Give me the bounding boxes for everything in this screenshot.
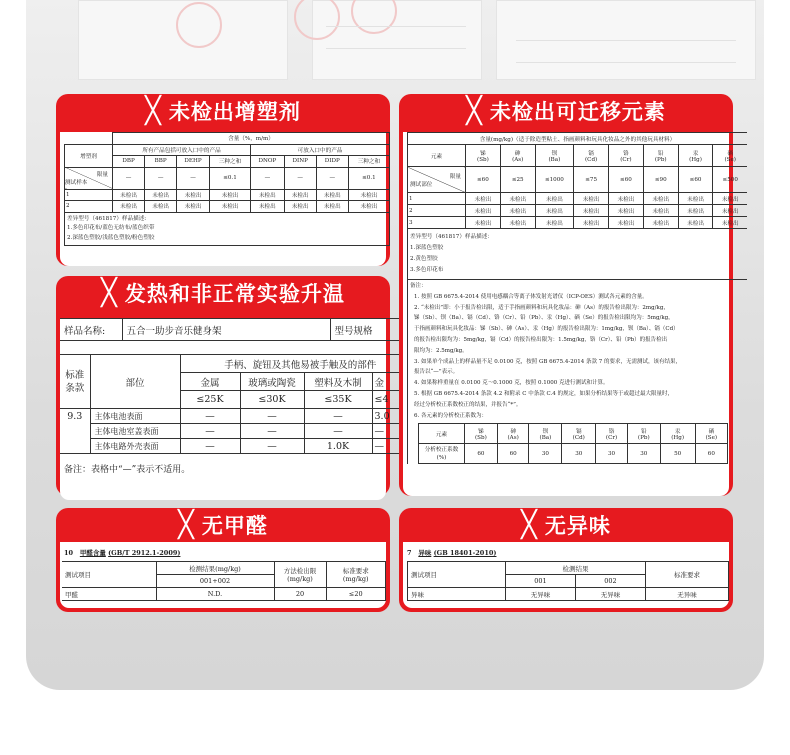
heat-sample-table [60, 318, 420, 341]
result-cell: 未检出 [113, 189, 145, 201]
background-line [326, 26, 466, 27]
heat-panel [56, 276, 390, 496]
result-cell: 未检出 [113, 201, 145, 213]
result-cell: 3.0 [372, 409, 420, 424]
sample-id: 001+002 [156, 575, 274, 588]
col-req-unit: (mg/kg) [342, 575, 369, 583]
limit-diagonal-cell [408, 167, 466, 193]
coef-cell: 30 [562, 444, 596, 464]
element-header [529, 424, 562, 444]
col-result: 检测结果(mg/kg) [156, 562, 274, 575]
note-line: 差异型号（461817）样品描述: [67, 215, 147, 222]
result-cell: N.D. [156, 588, 274, 601]
remark-line: 的报告检出限均为：5mg/kg，镉（Cd）的报告检出限为：1.5mg/kg，铬（Cr）、铅（Pb）的报告检出 [414, 336, 668, 343]
part-label: 测试部位 [410, 181, 433, 188]
coef-cell: 60 [497, 444, 529, 464]
result-cell: 未检出 [678, 193, 713, 205]
row-id: 2 [408, 205, 466, 217]
remark-line: 报告以“—”表示。 [414, 369, 459, 376]
heat-table [60, 354, 420, 454]
odor-heading [403, 542, 729, 561]
element-header [713, 145, 747, 167]
plasticizer-notes [64, 213, 390, 247]
column-header: DEHP [177, 156, 210, 168]
remark-line: 6. 各元素的分析校正系数为： [414, 412, 487, 419]
result-cell: 未检出 [348, 201, 389, 213]
result-cell: 1.0K [304, 439, 372, 454]
formaldehyde-heading [60, 542, 386, 561]
element-name: 钡 [551, 150, 558, 157]
coef-cell: 30 [627, 444, 660, 464]
background-line [326, 48, 466, 49]
plasticizer-table [64, 132, 390, 213]
result-cell: — [240, 409, 304, 424]
element-symbol: (Hg) [689, 156, 702, 163]
result-cell: — [240, 439, 304, 454]
row-id: 3 [408, 217, 466, 229]
limit-cell: — [113, 167, 145, 189]
col-item: 测试项目 [408, 562, 506, 588]
result-cell: 未检出 [643, 193, 678, 205]
part-cell: 主体电池表面 [90, 409, 180, 424]
result-cell: 未检出 [574, 217, 609, 229]
sample-label: 测试样本 [65, 180, 88, 186]
element-symbol: (Ba) [548, 156, 561, 163]
part-cell: 主体电路外壳表面 [90, 439, 180, 454]
table-row [65, 189, 390, 201]
material-header: 金属 [180, 373, 240, 391]
result-cell: 未检出 [348, 189, 389, 201]
result-cell: 未检出 [316, 201, 348, 213]
remark-line: 经过分析校正系数校正的结果，并报告“*”。 [414, 401, 522, 408]
col-req: 标准要求 [646, 562, 729, 588]
req-cell: ≤20 [326, 588, 386, 601]
remark-line: 5. 根据 GB 6675.4-2014 条款 4.2 和附录 C 中条款 C.4 的规定，如果分析结果等于或超过最大限量时， [414, 390, 673, 397]
heading-number: 10 [64, 549, 74, 557]
migration-sample-notes [407, 229, 747, 280]
heading-number: 7 [407, 549, 412, 557]
limit-cell: ≤90 [643, 167, 678, 193]
limit-diagonal-cell [65, 167, 113, 189]
limit-cell: ≤25 [500, 167, 535, 193]
result-cell: 未检出 [609, 205, 644, 217]
limit-cell: ≤4 [372, 391, 420, 409]
formaldehyde-banner [60, 508, 386, 542]
table-row [60, 424, 420, 439]
table-row [60, 409, 420, 424]
plasticizer-row-label: 增塑剂 [65, 144, 113, 167]
limit-cell: ≤30K [240, 391, 304, 409]
column-header: BBP [145, 156, 177, 168]
element-header [497, 424, 529, 444]
element-symbol: (Sb) [475, 434, 487, 441]
table-row [62, 588, 386, 601]
element-header [562, 424, 596, 444]
result-cell: — [180, 424, 240, 439]
col-limit-label: 方法检出限 [283, 567, 317, 575]
element-symbol: (Cr) [620, 156, 632, 163]
result-cell: 无异味 [506, 588, 576, 601]
element-header [678, 145, 713, 167]
result-cell: 未检出 [574, 205, 609, 217]
element-name: 铅 [640, 428, 647, 435]
sample-name: 五合一助步音乐健身架 [122, 319, 330, 341]
heading-standard: (GB/T 2912.1-2009) [108, 549, 181, 557]
heat-banner [60, 276, 386, 310]
result-cell: 未检出 [574, 193, 609, 205]
cross-icon: ╳ [521, 510, 537, 540]
limit-cell: ≤60 [609, 167, 644, 193]
material-header: 塑料及木制 [304, 373, 372, 391]
row-id: 1 [65, 189, 113, 201]
row-id: 2 [65, 201, 113, 213]
result-cell: — [304, 409, 372, 424]
element-name: 镉 [575, 428, 582, 435]
result-cell: — [372, 439, 420, 454]
col-limit-unit: (mg/kg) [287, 575, 313, 583]
coef-row-label: 分析校正系数(%) [419, 444, 465, 464]
element-name: 砷 [510, 428, 516, 435]
element-header [535, 145, 574, 167]
note-line: 2.黄色塑胶 [410, 256, 438, 262]
migration-banner [403, 94, 729, 128]
element-header [596, 424, 628, 444]
element-symbol: (Cd) [572, 434, 585, 441]
result-cell: 未检出 [500, 205, 535, 217]
element-symbol: (Cr) [605, 434, 618, 441]
element-header [465, 424, 498, 444]
limit-cell: ≤0.1 [348, 167, 389, 189]
migration-sheet [403, 132, 739, 496]
col-limit [274, 562, 326, 588]
element-symbol: (As) [512, 156, 524, 163]
element-symbol: (As) [507, 434, 519, 441]
coef-cell: 60 [465, 444, 498, 464]
table-row [408, 217, 748, 229]
plasticizer-group2: 可放入口中的产品 [251, 144, 390, 156]
result-cell: 未检出 [209, 189, 250, 201]
odor-sheet [403, 542, 729, 608]
result-cell: 未检出 [643, 205, 678, 217]
result-cell: 未检出 [500, 193, 535, 205]
element-name: 硒 [727, 150, 734, 157]
result-cell: 未检出 [466, 193, 501, 205]
remark-line: 4. 如果称样重量在 0.0100 克～0.1000 克，按照 0.1000 克进行测试和计算。 [414, 380, 609, 387]
empty-cell [65, 133, 113, 145]
element-header [643, 145, 678, 167]
background-stamp [176, 2, 222, 48]
limit-cell: — [284, 167, 316, 189]
clause-cell: 9.3 [60, 409, 90, 454]
material-header: 金 [372, 373, 420, 391]
remark-line: 锑（Sb）、钡（Ba）、镉（Cd）、铬（Cr）、铅（Pb）、汞（Hg）、硒（Se）的报告检出限均为：5mg/kg， [414, 315, 674, 322]
note-line: 1.多色印花布/蓝色无纺布/蓝色织带 [67, 225, 155, 231]
result-cell: — [240, 424, 304, 439]
coefficient-table [418, 423, 728, 464]
coef-cell: 50 [660, 444, 695, 464]
element-name: 镉 [588, 150, 594, 157]
heading-standard: (GB 18401-2010) [433, 549, 497, 557]
element-symbol: (Pb) [654, 156, 667, 163]
result-cell: 未检出 [535, 205, 574, 217]
plasticizer-title: 未检出增塑剂 [168, 100, 301, 124]
element-symbol: (Hg) [671, 434, 685, 441]
group-header: 手柄、旋钮及其他易被手触及的部件 [180, 355, 420, 373]
row-id: 1 [408, 193, 466, 205]
element-name: 铬 [608, 428, 615, 435]
result-cell: 未检出 [284, 201, 316, 213]
table-row [60, 439, 420, 454]
limit-cell: ≤60 [466, 167, 501, 193]
formaldehyde-sheet [60, 542, 386, 608]
element-name: 钡 [542, 428, 549, 435]
column-header: 三种之和 [348, 156, 389, 168]
limit-cell: — [251, 167, 285, 189]
remark-line: 备注： [410, 283, 427, 289]
result-cell: 未检出 [466, 205, 501, 217]
migration-panel [399, 94, 739, 496]
cross-icon: ╳ [178, 510, 194, 540]
result-cell: 未检出 [713, 205, 747, 217]
coef-label: 元素 [419, 424, 465, 444]
plasticizer-group1: 所有产品包括可放入口中的产品 [113, 144, 251, 156]
result-cell: 未检出 [500, 217, 535, 229]
coef-cell: 30 [596, 444, 628, 464]
result-cell: 未检出 [145, 189, 177, 201]
col-std [60, 355, 90, 409]
element-header [695, 424, 727, 444]
background-line [516, 62, 736, 63]
result-cell: 未检出 [251, 189, 285, 201]
migration-remarks [407, 280, 729, 464]
col-result: 检测结果 [506, 562, 646, 575]
material-header: 玻璃或陶瓷 [240, 373, 304, 391]
limit-cell: 20 [274, 588, 326, 601]
plasticizer-banner [60, 94, 386, 128]
cross-icon: ╳ [145, 96, 161, 126]
result-cell: 未检出 [177, 189, 210, 201]
migration-title: 未检出可迁移元素 [489, 100, 666, 124]
limit-cell: ≤25K [180, 391, 240, 409]
result-cell: 未检出 [284, 189, 316, 201]
col-req-label: 标准要求 [342, 567, 369, 575]
element-symbol: (Pb) [637, 434, 650, 441]
element-symbol: (Cd) [584, 156, 598, 163]
element-name: 铬 [623, 150, 629, 157]
odor-table [407, 561, 729, 601]
remark-line: 限均为：2.5mg/kg。 [414, 347, 468, 354]
element-header [627, 424, 660, 444]
heading-name: 甲醛含量 [79, 549, 106, 557]
plasticizer-sheet [60, 132, 386, 266]
remark-line: 于指画颜料和玩具化妆品：锑（Sb）、砷（As）、汞（Hg）的报告检出限为：1mg/kg，钡（Ba）、镉（Cd） [414, 326, 679, 333]
element-symbol: (Ba) [539, 434, 552, 441]
col-req [326, 562, 386, 588]
element-name: 硒 [708, 428, 715, 435]
result-cell: 未检出 [177, 201, 210, 213]
element-name: 砷 [514, 150, 521, 157]
table-row [408, 588, 729, 601]
plasticizer-top-header: 含量（%，m/m） [113, 133, 390, 145]
result-cell: 未检出 [713, 217, 747, 229]
remark-line: 2. “未检出”即：小于报告检出限，适于手指画颜料和玩具化妆品：砷（As）的报告检出限为：2mg/kg， [414, 304, 669, 311]
sample-id: 002 [576, 575, 646, 588]
column-header: DIDP [316, 156, 348, 168]
note-line: 1.深蓝色塑胶 [410, 245, 444, 251]
result-cell: — [304, 424, 372, 439]
remark-line: 1. 按照 GB 6675.4-2014 使用电感耦合等离子体发射光谱仪（ICP-OES）测试各元素的含量。 [414, 293, 648, 300]
element-name: 汞 [674, 428, 681, 435]
note-line: 差异型号（461817）样品描述： [410, 234, 493, 240]
result-cell: 未检出 [535, 193, 574, 205]
col-part: 部位 [90, 355, 180, 409]
result-cell: — [372, 424, 420, 439]
element-header [466, 145, 501, 167]
odor-panel [399, 508, 733, 612]
result-cell: 未检出 [678, 205, 713, 217]
formaldehyde-table [62, 561, 386, 601]
part-cell: 主体电池室盖表面 [90, 424, 180, 439]
migration-top-header: 含量(mg/kg)（适于除造型粘土、指画颜料和玩具化妆品之外的其他玩具材料） [408, 133, 748, 145]
row-item: 甲醛 [62, 588, 156, 601]
coef-cell: 60 [695, 444, 727, 464]
result-cell: — [180, 409, 240, 424]
limit-cell: ≤1000 [535, 167, 574, 193]
col-std-label: 标准条款 [65, 369, 85, 394]
table-row [65, 201, 390, 213]
formaldehyde-title: 无甲醛 [201, 514, 268, 538]
row-item: 异味 [408, 588, 506, 601]
result-cell: 未检出 [145, 201, 177, 213]
element-header [500, 145, 535, 167]
plasticizer-panel [56, 94, 390, 266]
background-line [516, 40, 736, 41]
element-label: 元素 [408, 145, 466, 167]
result-cell: 未检出 [251, 201, 285, 213]
remark-line: 3. 如果单个成品上的样品量不足 0.0100 克，按照 GB 6675.4-2014 条款 7 的要求，无需测试，该有结果， [414, 358, 682, 365]
limit-label: 限量 [96, 172, 108, 178]
limit-cell: ≤0.1 [209, 167, 250, 189]
sample-id: 001 [506, 575, 576, 588]
element-header [660, 424, 695, 444]
odor-banner [403, 508, 729, 542]
result-cell: 未检出 [713, 193, 747, 205]
result-cell: 未检出 [316, 189, 348, 201]
column-header: DNOP [251, 156, 285, 168]
column-header: DBP [113, 156, 145, 168]
limit-cell: — [145, 167, 177, 189]
limit-label: 限量 [449, 173, 461, 180]
heat-title: 发热和非正常实验升温 [124, 282, 345, 306]
element-name: 汞 [692, 150, 699, 157]
cross-icon: ╳ [101, 278, 117, 308]
result-cell: 未检出 [609, 217, 644, 229]
result-cell: 未检出 [535, 217, 574, 229]
col-item: 测试项目 [62, 562, 156, 588]
element-name: 铅 [657, 150, 664, 157]
result-cell: 未检出 [609, 193, 644, 205]
sample-label: 样品名称: [60, 319, 122, 341]
result-cell: 未检出 [678, 217, 713, 229]
note-line: 3.多色印花布 [410, 267, 444, 273]
result-cell: — [180, 439, 240, 454]
cross-icon: ╳ [466, 96, 482, 126]
req-cell: 无异味 [646, 588, 729, 601]
element-symbol: (Sb) [477, 156, 489, 163]
element-header [574, 145, 609, 167]
limit-cell: ≤75 [574, 167, 609, 193]
element-name: 锑 [480, 150, 486, 157]
odor-title: 无异味 [544, 514, 611, 538]
heat-sheet [60, 318, 390, 500]
heat-note: 备注：表格中“—”表示不适用。 [64, 465, 191, 475]
element-symbol: (Se) [724, 156, 736, 163]
column-header: 三种之和 [209, 156, 250, 168]
element-name: 锑 [478, 428, 484, 435]
note-line: 2.深蓝色塑胶/浅蓝色塑胶/粉色塑胶 [67, 234, 155, 241]
table-row [408, 193, 748, 205]
limit-cell: ≤500 [713, 167, 747, 193]
table-row [408, 205, 748, 217]
result-cell: 未检出 [643, 217, 678, 229]
limit-cell: ≤35K [304, 391, 372, 409]
element-header [609, 145, 644, 167]
result-cell: 未检出 [466, 217, 501, 229]
model-label: 型号规格 [330, 319, 420, 341]
limit-cell: — [177, 167, 210, 189]
migration-table [407, 132, 747, 229]
coef-cell: 30 [529, 444, 562, 464]
result-cell: 未检出 [209, 201, 250, 213]
limit-cell: ≤60 [678, 167, 713, 193]
column-header: DINP [284, 156, 316, 168]
element-symbol: (Se) [705, 434, 718, 441]
result-cell: 无异味 [576, 588, 646, 601]
heading-name: 异味 [418, 549, 432, 557]
formaldehyde-panel [56, 508, 390, 612]
limit-cell: — [316, 167, 348, 189]
